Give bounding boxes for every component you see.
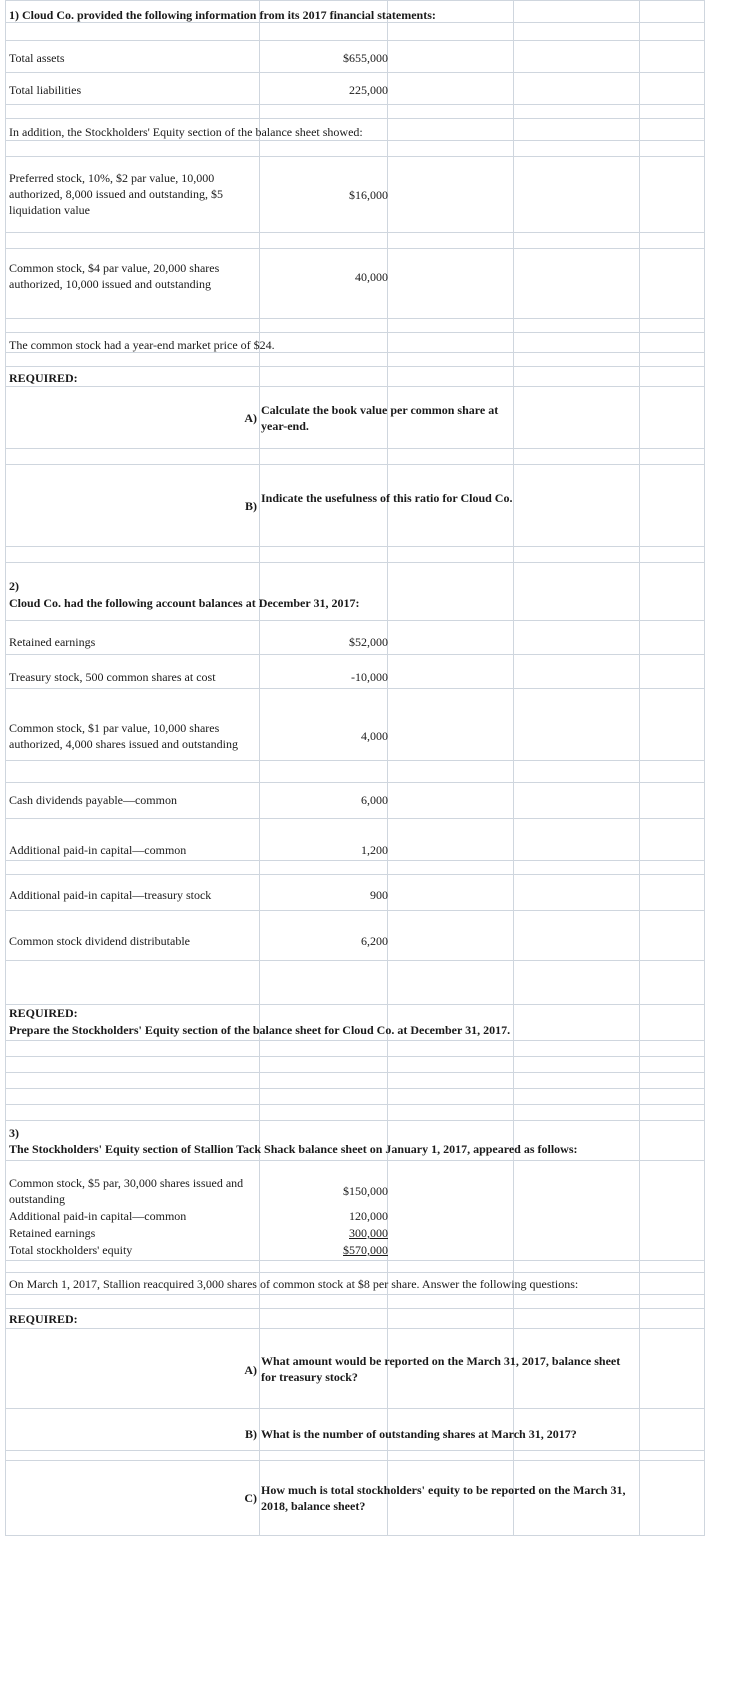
s3-row-label: Common stock, $5 par, 30,000 shares issued and outstanding xyxy=(9,1176,244,1206)
grid-line-vertical xyxy=(704,0,705,1535)
s2-row-value: 4,000 xyxy=(361,729,388,743)
s3-row-label: Retained earnings xyxy=(9,1226,96,1240)
grid-line-horizontal xyxy=(5,1004,705,1005)
question-a-letter: A) xyxy=(244,411,257,425)
grid-line-horizontal xyxy=(5,248,705,249)
grid-line-horizontal xyxy=(5,1260,705,1261)
grid-line-horizontal xyxy=(5,1408,705,1409)
common-stock-value: 40,000 xyxy=(355,270,388,284)
section2-required: REQUIRED: xyxy=(9,1006,78,1020)
total-assets-value: $655,000 xyxy=(343,51,388,65)
grid-line-horizontal xyxy=(5,140,705,141)
question-b-letter: B) xyxy=(245,499,257,513)
grid-line-horizontal xyxy=(5,620,705,621)
grid-line-horizontal xyxy=(5,318,705,319)
grid-line-horizontal xyxy=(5,1056,705,1057)
s3-row-value: 120,000 xyxy=(349,1209,388,1223)
section2-heading: Cloud Co. had the following account balances at December 31, 2017: xyxy=(9,596,360,610)
grid-line-vertical xyxy=(513,0,514,1535)
s2-row-value: -10,000 xyxy=(351,670,388,684)
s3-question-c-letter: C) xyxy=(244,1491,257,1505)
grid-line-horizontal xyxy=(5,760,705,761)
grid-line-horizontal xyxy=(5,464,705,465)
s2-row-value: 1,200 xyxy=(361,843,388,857)
grid-line-horizontal xyxy=(5,782,705,783)
grid-line-horizontal xyxy=(5,562,705,563)
grid-line-vertical xyxy=(5,0,6,1535)
grid-line-horizontal xyxy=(5,448,705,449)
s3-row-value-text: 300,000 xyxy=(349,1226,388,1240)
grid-line-horizontal xyxy=(5,1272,705,1273)
grid-line-horizontal xyxy=(5,1040,705,1041)
section1-heading: 1) Cloud Co. provided the following information from its 2017 financial statements: xyxy=(9,8,436,22)
s2-row-label: Retained earnings xyxy=(9,635,96,649)
section3-event-text: On March 1, 2017, Stallion reacquired 3,000 shares of common stock at $8 per share. Answer the following questions: xyxy=(9,1277,579,1291)
section3-required: REQUIRED: xyxy=(9,1312,78,1326)
total-assets-label: Total assets xyxy=(9,51,65,65)
market-price-text: The common stock had a year-end market price of $24. xyxy=(9,338,275,352)
grid-line-horizontal xyxy=(5,1088,705,1089)
s2-row-value: 6,200 xyxy=(361,934,388,948)
s3-question-b-text: What is the number of outstanding shares at March 31, 2017? xyxy=(261,1427,577,1441)
grid-line-horizontal xyxy=(5,874,705,875)
section1-required: REQUIRED: xyxy=(9,371,78,385)
s3-row-value-text: $570,000 xyxy=(343,1243,388,1257)
grid-line-horizontal xyxy=(5,232,705,233)
grid-line-horizontal xyxy=(5,386,705,387)
s3-row-value: $150,000 xyxy=(343,1184,388,1198)
s3-row-value xyxy=(288,1225,388,1241)
s2-row-label: Additional paid-in capital—common xyxy=(9,843,187,857)
grid-line-horizontal xyxy=(5,1450,705,1451)
common-stock-label: Common stock, $4 par value, 20,000 shares authorized, 10,000 issued and outstanding xyxy=(9,261,220,291)
se-intro-text: In addition, the Stockholders' Equity section of the balance sheet showed: xyxy=(9,125,363,139)
s3-row-value xyxy=(288,1242,388,1258)
grid-line-horizontal xyxy=(5,1308,705,1309)
s3-row-label: Additional paid-in capital—common xyxy=(9,1209,187,1223)
grid-line-horizontal xyxy=(5,1294,705,1295)
section2-number: 2) xyxy=(9,579,19,593)
section3-number: 3) xyxy=(9,1126,19,1140)
grid-line-horizontal xyxy=(5,332,705,333)
grid-line-horizontal xyxy=(5,818,705,819)
s2-row-value: 6,000 xyxy=(361,793,388,807)
s2-row-label: Cash dividends payable—common xyxy=(9,793,177,807)
grid-line-horizontal xyxy=(5,688,705,689)
s2-row-label: Additional paid-in capital—treasury stock xyxy=(9,888,212,902)
s2-row-label: Treasury stock, 500 common shares at cost xyxy=(9,670,216,684)
section3-heading: The Stockholders' Equity section of Stallion Tack Shack balance sheet on January 1, 2017, appeared as follows: xyxy=(9,1142,578,1156)
grid-line-horizontal xyxy=(5,1328,705,1329)
grid-line-horizontal xyxy=(5,118,705,119)
grid-line-horizontal xyxy=(5,1535,705,1536)
grid-line-vertical xyxy=(259,0,260,1535)
grid-line-horizontal xyxy=(5,546,705,547)
preferred-stock-value: $16,000 xyxy=(349,188,388,202)
grid-line-horizontal xyxy=(5,40,705,41)
worksheet xyxy=(5,0,705,1672)
grid-line-vertical xyxy=(639,0,640,1535)
s3-question-b-letter: B) xyxy=(245,1427,257,1441)
s2-row-label: Common stock dividend distributable xyxy=(9,934,190,948)
s3-question-a-letter: A) xyxy=(244,1363,257,1377)
preferred-stock-label: Preferred stock, 10%, $2 par value, 10,000 authorized, 8,000 issued and outstanding, $5 liquidation value xyxy=(9,171,223,217)
grid-line-horizontal xyxy=(5,156,705,157)
s2-row-label: Common stock, $1 par value, 10,000 shares authorized, 4,000 shares issued and outstanding xyxy=(9,721,238,751)
s3-row-label: Total stockholders' equity xyxy=(9,1243,133,1257)
grid-line-horizontal xyxy=(5,960,705,961)
grid-line-horizontal xyxy=(5,1072,705,1073)
s2-row-value: $52,000 xyxy=(349,635,388,649)
grid-line-horizontal xyxy=(5,910,705,911)
s3-question-c-text: How much is total stockholders' equity to be reported on the March 31, 2018, balance sheet? xyxy=(261,1483,626,1513)
grid-line-horizontal xyxy=(5,1460,705,1461)
grid-line-horizontal xyxy=(5,654,705,655)
question-b-text: Indicate the usefulness of this ratio for Cloud Co. xyxy=(261,491,513,505)
grid-line-horizontal xyxy=(5,1104,705,1105)
grid-line-horizontal xyxy=(5,1160,705,1161)
grid-line-horizontal xyxy=(5,0,705,1)
grid-line-horizontal xyxy=(5,72,705,73)
grid-line-horizontal xyxy=(5,860,705,861)
total-liabilities-value: 225,000 xyxy=(349,83,388,97)
grid-line-horizontal xyxy=(5,104,705,105)
section2-required-text: Prepare the Stockholders' Equity section of the balance sheet for Cloud Co. at December 31, 2017. xyxy=(9,1023,511,1037)
grid-line-horizontal xyxy=(5,1120,705,1121)
s2-row-value: 900 xyxy=(370,888,388,902)
total-liabilities-label: Total liabilities xyxy=(9,83,82,97)
grid-line-horizontal xyxy=(5,366,705,367)
question-a-text: Calculate the book value per common share at year-end. xyxy=(261,403,499,433)
grid-line-vertical xyxy=(387,0,388,1535)
s3-question-a-text: What amount would be reported on the March 31, 2017, balance sheet for treasury stock? xyxy=(261,1354,621,1384)
